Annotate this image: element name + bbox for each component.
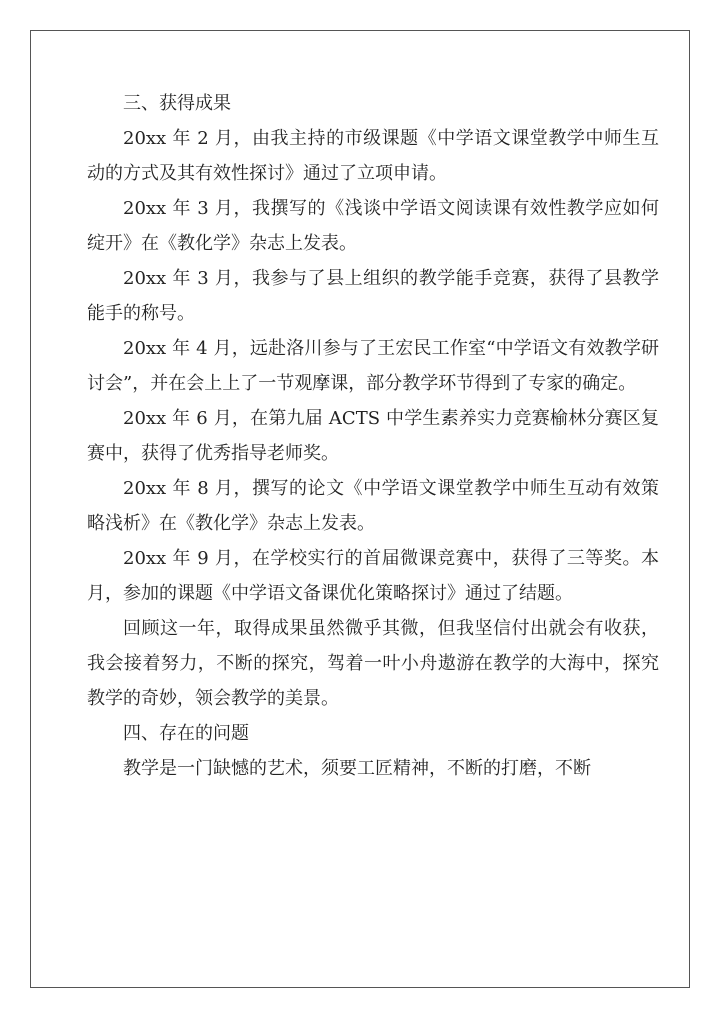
paragraph-7: 20xx 年 9 月，在学校实行的首届微课竞赛中，获得了三等奖。本月，参加的课题《中学语文备课优化策略探讨》通过了结题。	[87, 548, 659, 604]
paragraph-1: 20xx 年 2 月，由我主持的市级课题《中学语文课堂教学中师生互动的方式及其有效性探讨》通过了立项申请。	[87, 128, 659, 184]
paragraph-2: 20xx 年 3 月，我撰写的《浅谈中学语文阅读课有效性教学应如何绽开》在《教化学》杂志上发表。	[87, 198, 659, 254]
paragraph-5: 20xx 年 6 月，在第九届 ACTS 中学生素养实力竞赛榆林分赛区复赛中，获得了优秀指导老师奖。	[87, 408, 659, 464]
paragraph-4: 20xx 年 4 月，远赴洛川参与了王宏民工作室“中学语文有效教学研讨会”，并在会上上了一节观摩课，部分教学环节得到了专家的确定。	[87, 338, 659, 394]
section-heading-achievements: 三、获得成果	[123, 93, 231, 114]
document-body	[87, 86, 659, 786]
paragraph-8: 回顾这一年，取得成果虽然微乎其微，但我坚信付出就会有收获，我会接着努力，不断的探究，驾着一叶小舟遨游在教学的大海中，探究教学的奇妙，领会教学的美景。	[87, 618, 659, 709]
paragraph-6: 20xx 年 8 月，撰写的论文《中学语文课堂教学中师生互动有效策略浅析》在《教化学》杂志上发表。	[87, 478, 659, 534]
section-heading-problems: 四、存在的问题	[123, 723, 249, 744]
paragraph-9: 教学是一门缺憾的艺术，须要工匠精神，不断的打磨，不断	[123, 758, 591, 779]
paragraph-3: 20xx 年 3 月，我参与了县上组织的教学能手竞赛，获得了县教学能手的称号。	[87, 268, 659, 324]
